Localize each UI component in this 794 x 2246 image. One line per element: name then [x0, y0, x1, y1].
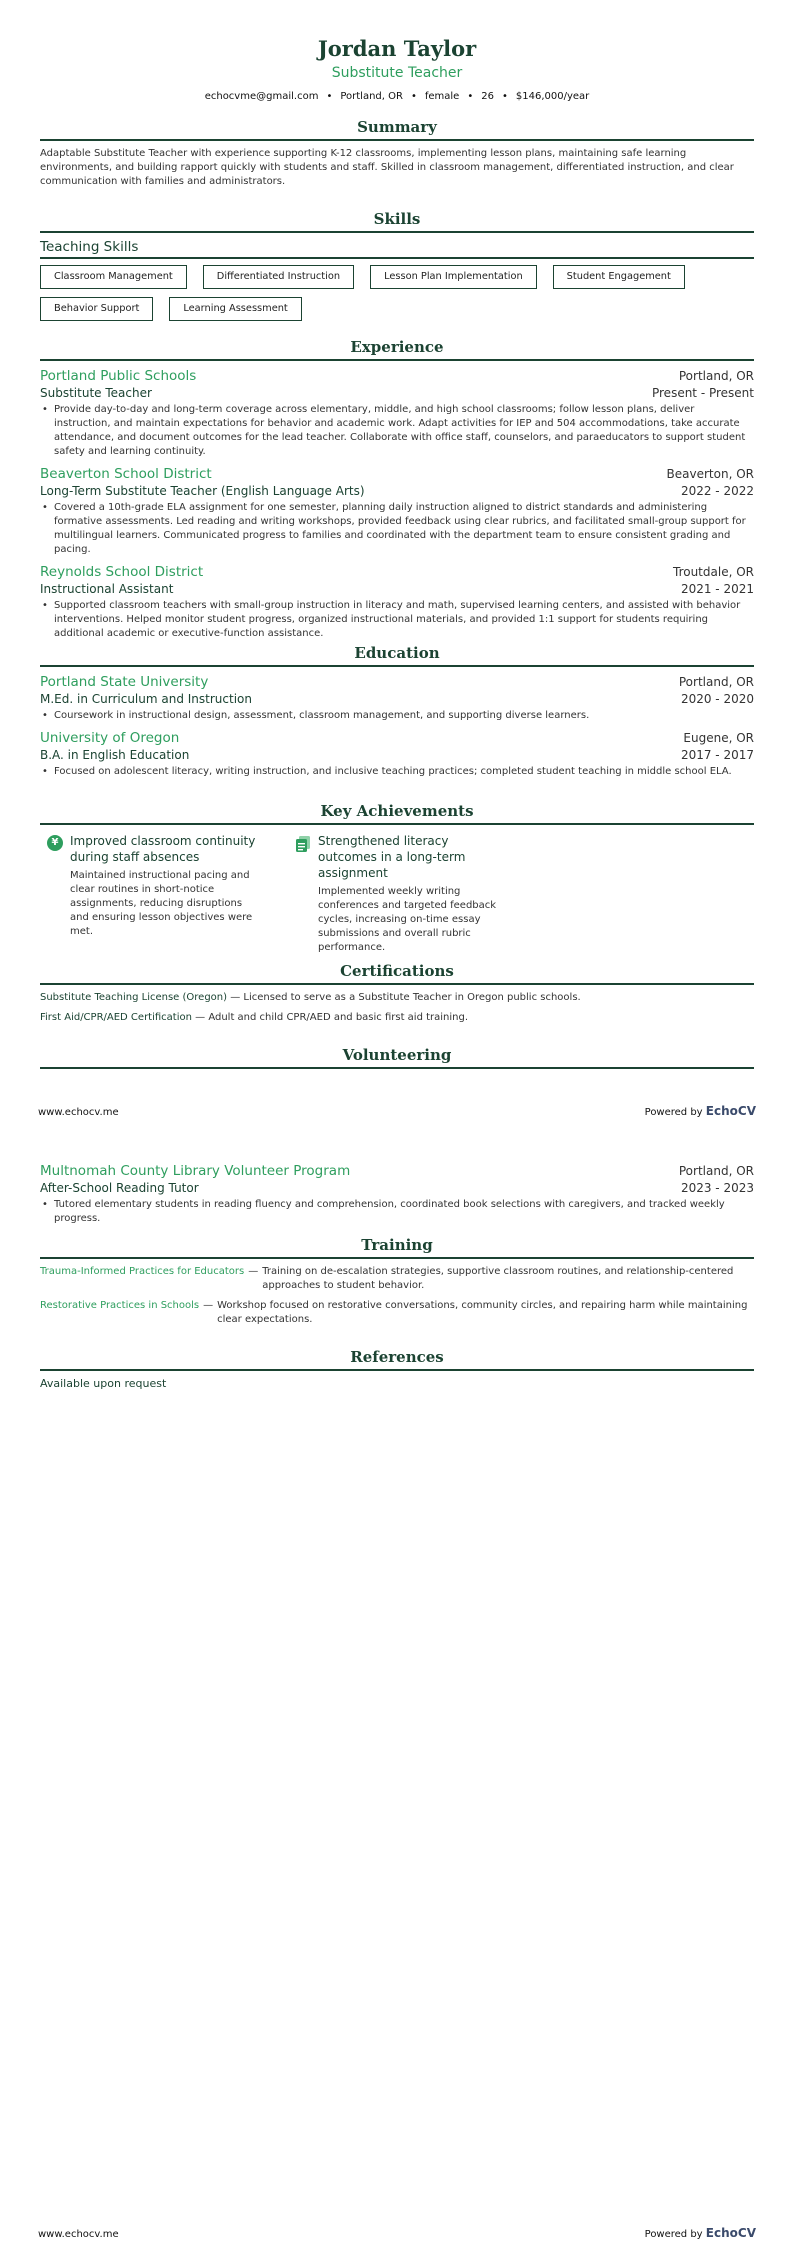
section-divider: [40, 983, 754, 985]
references-text: Available upon request: [40, 1377, 167, 1390]
degree-name: M.Ed. in Curriculum and Instruction: [40, 692, 252, 706]
achievement-description: Implemented weekly writing conferences and targeted feedback cycles, increasing on-time essay submissions and overall rubric performance.: [318, 886, 497, 953]
degree-name: B.A. in English Education: [40, 748, 190, 762]
candidate-name: Jordan Taylor: [317, 36, 477, 61]
bullet-item: [40, 709, 754, 723]
bullet-text: Provide day-to-day and long-term coverage across elementary, middle, and high school classrooms; follow lesson plans, deliver instruction, and maintain expectations for behavior and academic work. Adapt activities for IEP and 504 accommodations, take accurate attendance, and document outcomes for the lead teacher. Collaborate with office staff, counselors, and paraeducators to support student safety and learning continuity.: [54, 404, 746, 457]
section-divider: [40, 1067, 754, 1069]
contact-age: 26: [481, 91, 494, 102]
section-title: Education: [354, 644, 440, 662]
entry-location: Beaverton, OR: [666, 467, 754, 481]
certification-item: First Aid/CPR/AED Certification — Adult and child CPR/AED and basic first aid training.: [40, 1012, 469, 1023]
brand-logo[interactable]: EchoCV: [705, 2226, 756, 2240]
achievement-title: Improved classroom continuity during staff absences: [70, 834, 256, 864]
training-name: Trauma-Informed Practices for Educators: [40, 1266, 245, 1277]
entry-location: Portland, OR: [678, 369, 754, 383]
skill-chip: Student Engagement: [553, 265, 685, 289]
powered-by-text: Powered by: [644, 2229, 703, 2240]
entry-dates: 2017 - 2017: [680, 748, 754, 762]
separator-dot: •: [326, 91, 333, 102]
achievement-card: [288, 833, 508, 955]
section-divider: [40, 139, 754, 141]
employer-name: Reynolds School District: [40, 564, 204, 580]
volunteer-role: After-School Reading Tutor: [40, 1181, 199, 1195]
footer-site-link[interactable]: www.echocv.me: [38, 1107, 119, 1118]
volunteering-entries: [40, 1156, 754, 1226]
job-title: Substitute Teacher: [40, 386, 152, 400]
certification-item: Substitute Teaching License (Oregon) — Licensed to serve as a Substitute Teacher in Oregon public schools.: [40, 992, 581, 1003]
entry-location: Troutdale, OR: [673, 565, 754, 579]
bullet-dot: •: [42, 766, 48, 777]
dash-separator: —: [203, 1300, 214, 1311]
bullet-text: Covered a 10th-grade ELA assignment for one semester, planning daily instruction aligned to district standards and administering formative assessments. Led reading and writing workshops, provided feedback using clear rubrics, and facilitated small-group support for multilingual learners. Communicated progress to families and coordinated with the department team to ensure consistent grading and pacing.: [54, 502, 746, 555]
entry-dates: 2020 - 2020: [680, 692, 754, 706]
experience-entry: [40, 465, 754, 557]
bullet-dot: •: [42, 710, 48, 721]
skill-chip: Differentiated Instruction: [203, 265, 354, 289]
footer-site-link[interactable]: www.echocv.me: [38, 2229, 119, 2240]
brand-logo[interactable]: EchoCV: [705, 1104, 756, 1118]
skills-section: [40, 210, 754, 321]
bullet-dot: •: [42, 1199, 48, 1210]
section-divider: [40, 231, 754, 233]
volunteering-section: [40, 1046, 754, 1069]
certifications-section: [40, 962, 754, 1025]
bullet-dot: •: [42, 502, 48, 513]
separator-dot: •: [501, 91, 508, 102]
section-divider: [40, 665, 754, 667]
training-description: Workshop focused on restorative conversations, community circles, and repairing harm while maintaining clear expectations.: [217, 1300, 748, 1325]
contact-line: [40, 90, 754, 104]
clipboard-icon: [295, 835, 311, 853]
bullet-item: [40, 765, 754, 779]
page-footer: [38, 2226, 756, 2240]
education-entry: [40, 673, 754, 723]
summary-text: Adaptable Substitute Teacher with experience supporting K-12 classrooms, implementing lesson plans, maintaining safe learning environments, and building rapport quickly with students and staff. Skilled in classroom management, differentiated instruction, and clear communication with families and administrators.: [40, 148, 734, 187]
section-title: References: [350, 1348, 444, 1366]
section-divider: [40, 1369, 754, 1371]
school-name: Portland State University: [40, 674, 209, 690]
organization-name: Multnomah County Library Volunteer Program: [40, 1163, 351, 1179]
section-title: Volunteering: [342, 1046, 452, 1064]
experience-entry: [40, 367, 754, 459]
education-section: [40, 644, 754, 779]
job-title: Long-Term Substitute Teacher (English Language Arts): [40, 484, 365, 498]
bullet-dot: •: [42, 404, 48, 415]
achievement-title: Strengthened literacy outcomes in a long-term assignment: [318, 834, 466, 880]
employer-name: Beaverton School District: [40, 466, 212, 482]
training-name: Restorative Practices in Schools: [40, 1300, 200, 1311]
powered-by-text: Powered by: [644, 1107, 703, 1118]
bullet-text: Coursework in instructional design, assessment, classroom management, and supporting diverse learners.: [54, 710, 590, 721]
summary-section: [40, 118, 754, 189]
education-entry: [40, 729, 754, 779]
skill-group-title: Teaching Skills: [40, 239, 139, 255]
contact-email[interactable]: echocvme@gmail.com: [204, 91, 319, 102]
entry-dates: Present - Present: [651, 386, 754, 400]
skill-chips: [40, 265, 754, 321]
separator-dot: •: [467, 91, 474, 102]
training-description: Training on de-escalation strategies, supportive classroom routines, and relationship-centered approaches to student behavior.: [262, 1266, 734, 1291]
entry-dates: 2023 - 2023: [680, 1181, 754, 1195]
training-item: [40, 1265, 754, 1293]
skill-chip: Behavior Support: [40, 297, 153, 321]
entry-dates: 2022 - 2022: [680, 484, 754, 498]
bullet-dot: •: [42, 600, 48, 611]
entry-location: Portland, OR: [678, 1164, 754, 1178]
skill-chip: Classroom Management: [40, 265, 187, 289]
achievement-card: [40, 833, 260, 955]
bullet-text: Focused on adolescent literacy, writing instruction, and inclusive teaching practices; completed student teaching in middle school ELA.: [54, 766, 732, 777]
contact-location: Portland, OR: [340, 91, 403, 102]
section-title: Experience: [350, 338, 444, 356]
references-section: [40, 1348, 754, 1391]
skill-chip: Lesson Plan Implementation: [370, 265, 537, 289]
section-title: Skills: [373, 210, 421, 228]
bullet-item: [40, 1198, 754, 1226]
bullet-item: [40, 501, 754, 557]
entry-location: Eugene, OR: [683, 731, 754, 745]
job-title: Instructional Assistant: [40, 582, 174, 596]
contact-gender: female: [424, 91, 460, 102]
school-name: University of Oregon: [40, 730, 180, 746]
bullet-text: Supported classroom teachers with small-group instruction in literacy and math, supervised learning centers, and assisted with behavior interventions. Helped monitor student progress, organized instructional materials, and provided 1:1 support for students requiring additional academic or executive-function assistance.: [54, 600, 741, 639]
skill-group-divider: [40, 257, 754, 259]
candidate-title: Substitute Teacher: [331, 65, 463, 81]
skill-chip: Learning Assessment: [169, 297, 301, 321]
bullet-text: Tutored elementary students in reading fluency and comprehension, coordinated book selections with caregivers, and tracked weekly progress.: [54, 1199, 725, 1224]
certification-name: First Aid/CPR/AED Certification: [40, 1012, 192, 1023]
contact-salary: $146,000/year: [515, 91, 590, 102]
certification-description: Adult and child CPR/AED and basic first aid training.: [208, 1012, 469, 1023]
certification-name: Substitute Teaching License (Oregon): [40, 992, 228, 1003]
section-divider: [40, 1257, 754, 1259]
section-title: Key Achievements: [320, 802, 474, 820]
section-divider: [40, 359, 754, 361]
volunteering-entry: [40, 1162, 754, 1226]
certification-description: Licensed to serve as a Substitute Teacher in Oregon public schools.: [243, 992, 581, 1003]
footer-powered-by: [645, 2226, 756, 2240]
bullet-item: [40, 403, 754, 459]
section-title: Training: [361, 1236, 433, 1254]
achievements-section: [40, 802, 754, 955]
resume-header: [40, 0, 754, 104]
training-section: [40, 1236, 754, 1327]
training-item: [40, 1299, 754, 1327]
page-footer: [38, 1104, 756, 1118]
section-divider: [40, 823, 754, 825]
dash-separator: —: [248, 1266, 259, 1277]
experience-section: [40, 338, 754, 641]
entry-dates: 2021 - 2021: [680, 582, 754, 596]
coin-icon: ¥: [47, 835, 63, 851]
employer-name: Portland Public Schools: [40, 368, 197, 384]
entry-location: Portland, OR: [678, 675, 754, 689]
separator-dot: •: [410, 91, 417, 102]
section-title: Summary: [357, 118, 437, 136]
footer-powered-by: [645, 1104, 756, 1118]
bullet-item: [40, 599, 754, 641]
section-title: Certifications: [340, 962, 454, 980]
experience-entry: [40, 563, 754, 641]
achievements-grid: [40, 833, 754, 955]
achievement-description: Maintained instructional pacing and clear routines in short-notice assignments, reducing disruptions and ensuring lesson objectives were met.: [70, 870, 253, 937]
